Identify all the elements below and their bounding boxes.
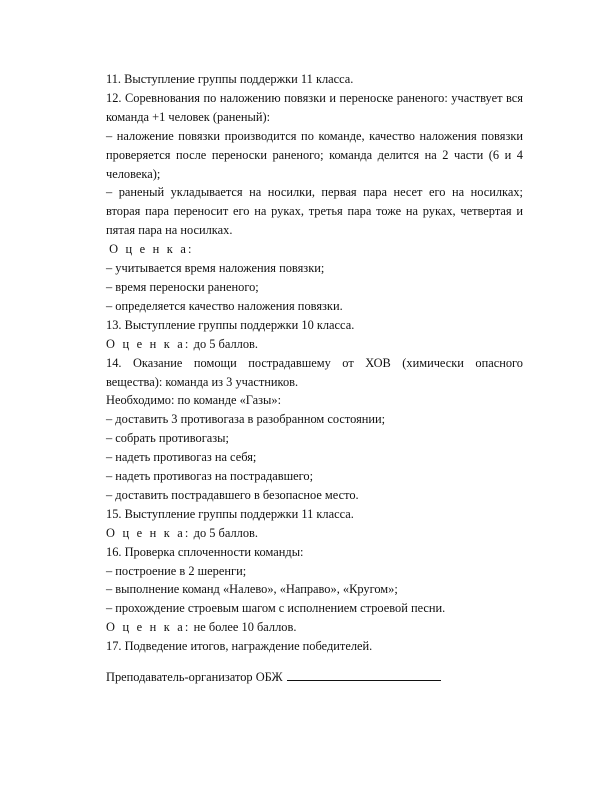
- item-14-step-2: – собрать противогазы;: [106, 431, 229, 446]
- item-16-step-3: – прохождение строевым шагом с исполнением строевой песни.: [106, 601, 446, 616]
- item-14-required: Необходимо: по команде «Газы»:: [106, 393, 282, 408]
- item-12-score-3: – определяется качество наложения повязки.: [106, 298, 343, 313]
- item-14-step-5: – доставить пострадавшего в безопасное место.: [106, 487, 359, 502]
- item-17: 17. Подведение итогов, награждение победителей.: [106, 639, 373, 654]
- item-12-score-2: – время переноски раненого;: [106, 279, 259, 294]
- document-body: [106, 70, 523, 687]
- item-16: 16. Проверка сплоченности команды:: [106, 544, 304, 559]
- item-11: 11. Выступление группы поддержки 11 класса.: [106, 72, 354, 86]
- item-16-step-1: – построение в 2 шеренги;: [106, 563, 247, 578]
- item-13-score: [106, 335, 523, 354]
- item-14: 14. Оказание помощи пострадавшему от ХОВ (химически опасного вещества): команда из 3 участников.: [106, 355, 523, 389]
- item-12-score-1: – учитывается время наложения повязки;: [106, 261, 325, 276]
- item-16-score: [106, 618, 523, 637]
- item-15: 15. Выступление группы поддержки 11 класса.: [106, 506, 354, 521]
- item-12-carry: – раненый укладывается на носилки, первая пара несет его на носилках; вторая пара переносит его на руках, третья пара тоже на руках, четвертая и пятая пара на носилках.: [106, 185, 523, 238]
- item-12: 12. Соревнования по наложению повязки и переноске раненого: участвует вся команда +1 человек (раненый):: [106, 90, 523, 124]
- score-value: до 5 баллов.: [190, 525, 258, 540]
- signature-title: Преподаватель-организатор ОБЖ: [106, 670, 283, 685]
- item-14-step-4: – надеть противогаз на пострадавшего;: [106, 469, 314, 484]
- item-13: 13. Выступление группы поддержки 10 класса.: [106, 317, 355, 332]
- score-label: О ц е н к а:: [106, 525, 191, 540]
- item-15-score: [106, 524, 523, 543]
- signature-line: [106, 668, 523, 687]
- item-16-step-2: – выполнение команд «Налево», «Направо», «Кругом»;: [106, 582, 398, 597]
- item-12-score-label: [106, 240, 523, 259]
- item-14-step-1: – доставить 3 противогаза в разобранном состоянии;: [106, 412, 386, 427]
- score-label: О ц е н к а:: [106, 336, 191, 351]
- score-label: О ц е н к а:: [106, 620, 191, 635]
- score-value: не более 10 баллов.: [190, 620, 297, 635]
- signature-blank: [287, 668, 441, 681]
- score-value: до 5 баллов.: [190, 336, 258, 351]
- item-12-bandage: – наложение повязки производится по команде, качество наложения повязки проверяется после переноски раненого; команда делится на 2 части (6 и 4 человека);: [106, 128, 523, 181]
- item-14-step-3: – надеть противогаз на себя;: [106, 450, 257, 465]
- score-label: О ц е н к а:: [109, 242, 194, 257]
